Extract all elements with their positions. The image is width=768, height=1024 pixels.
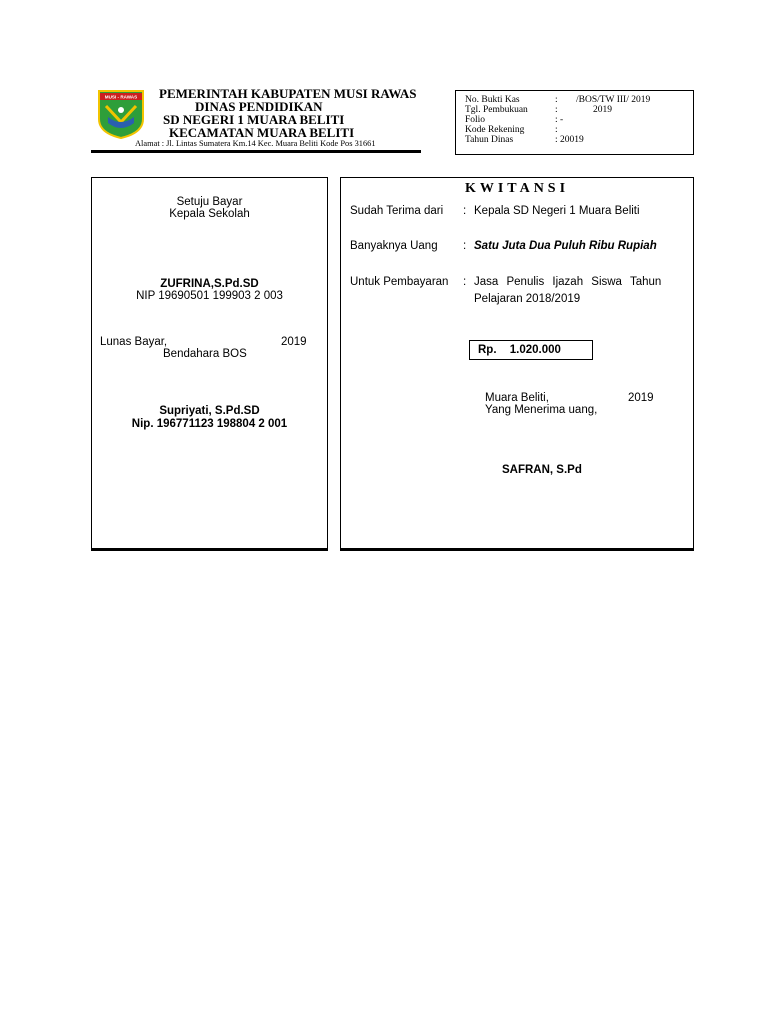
amount-box bbox=[469, 340, 593, 360]
payment-for-colon: : bbox=[463, 276, 467, 288]
info-row-tgl-pembukuan: Tgl. Pembukuan : 2019 bbox=[465, 105, 612, 115]
info-box bbox=[455, 90, 694, 155]
principal-nip: NIP 19690501 199903 2 003 bbox=[136, 290, 283, 302]
treasurer-title: Bendahara BOS bbox=[163, 348, 247, 360]
header-address: Alamat : Jl. Lintas Sumatera Km.14 Kec. Muara Beliti Kode Pos 31661 bbox=[135, 139, 376, 148]
info-row-bukti-kas: No. Bukti Kas : /BOS/TW III/ 2019 bbox=[465, 95, 651, 105]
payment-for-value-line1: Jasa Penulis Ijazah Siswa Tahun bbox=[474, 276, 662, 288]
treasurer-nip: Nip. 196771123 198804 2 001 bbox=[131, 418, 288, 430]
received-from-colon: : bbox=[463, 205, 467, 217]
header-line-government: PEMERINTAH KABUPATEN MUSI RAWAS bbox=[159, 86, 417, 101]
logo-text: MUSI - RAWAS bbox=[104, 94, 138, 100]
payment-for-label: Untuk Pembayaran bbox=[350, 276, 449, 288]
place-year: 2019 bbox=[628, 392, 654, 404]
paid-caption: Lunas Bayar, bbox=[100, 336, 168, 348]
payment-for-value-line2: Pelajaran 2018/2019 bbox=[474, 293, 581, 305]
amount-value: 1.020.000 bbox=[509, 344, 561, 356]
info-row-folio: Folio : - bbox=[465, 115, 564, 125]
amount-words-value: Satu Juta Dua Puluh Ribu Rupiah bbox=[474, 240, 657, 252]
principal-title: Kepala Sekolah bbox=[169, 208, 250, 220]
header-line-district: KECAMATAN MUARA BELITI bbox=[169, 125, 355, 140]
receiver-name: SAFRAN, S.Pd bbox=[502, 464, 582, 476]
header-line-school: SD NEGERI 1 MUARA BELITI bbox=[163, 112, 345, 127]
info-row-tahun-dinas: Tahun Dinas : 20019 bbox=[465, 135, 584, 145]
receiver-caption: Yang Menerima uang, bbox=[485, 404, 598, 416]
treasurer-name: Supriyati, S.Pd.SD bbox=[159, 405, 260, 417]
receipt-title: KWITANSI bbox=[464, 181, 570, 196]
approval-caption: Setuju Bayar bbox=[176, 196, 243, 208]
receipt-panel bbox=[340, 177, 694, 551]
regency-logo bbox=[96, 89, 146, 139]
place-date: Muara Beliti, bbox=[485, 392, 549, 404]
amount-prefix: Rp. bbox=[478, 344, 497, 356]
amount-words-label: Banyaknya Uang bbox=[350, 240, 438, 252]
received-from-label: Sudah Terima dari bbox=[350, 205, 444, 217]
principal-name: ZUFRINA,S.Pd.SD bbox=[160, 278, 259, 290]
amount-words-colon: : bbox=[463, 240, 467, 252]
approval-panel bbox=[91, 177, 328, 551]
received-from-value: Kepala SD Negeri 1 Muara Beliti bbox=[474, 205, 640, 217]
header-divider bbox=[91, 150, 421, 153]
paid-year: 2019 bbox=[281, 336, 307, 348]
info-row-kode-rekening: Kode Rekening : bbox=[465, 125, 558, 135]
header-line-department: DINAS PENDIDIKAN bbox=[195, 99, 323, 114]
